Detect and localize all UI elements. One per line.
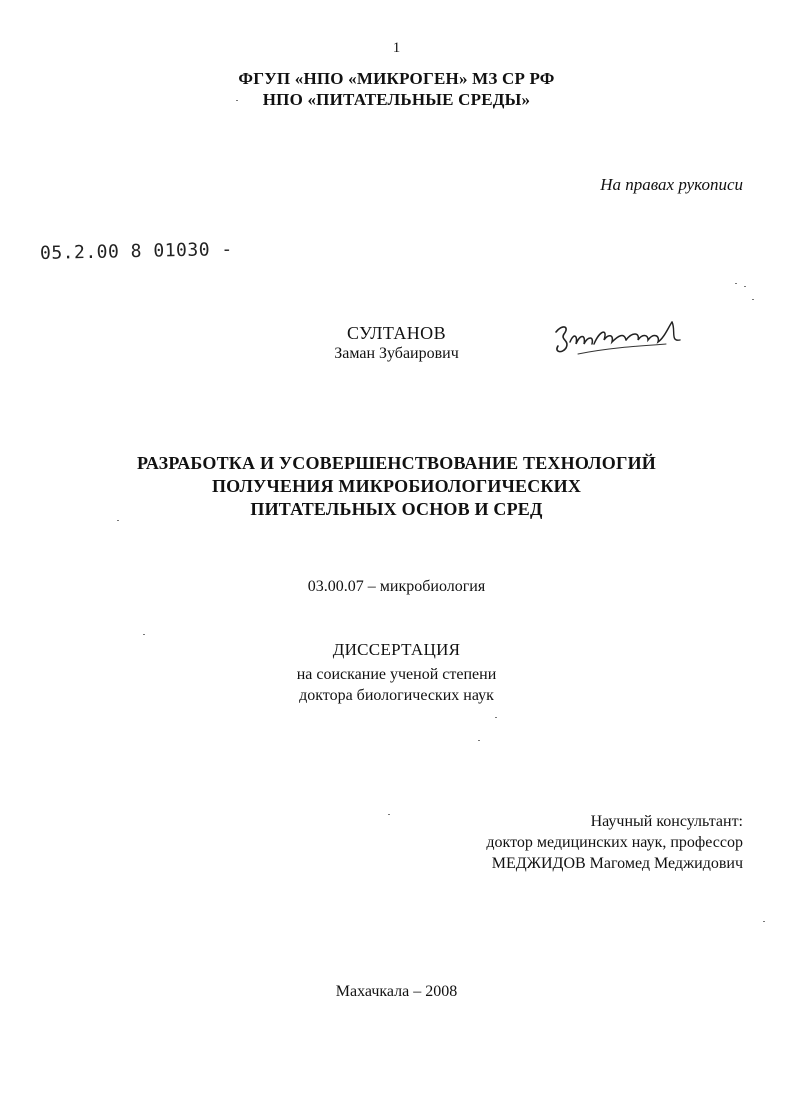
scan-speck (495, 717, 497, 718)
degree-block (0, 664, 793, 706)
consultant-label: Научный консультант: (590, 813, 743, 830)
organization-line-1: ФГУП «НПО «МИКРОГЕН» МЗ СР РФ (238, 69, 555, 88)
scan-speck (752, 299, 754, 300)
organization-block (0, 68, 793, 110)
title-line-1: РАЗРАБОТКА И УСОВЕРШЕНСТВОВАНИЕ ТЕХНОЛОГИЙ (136, 453, 657, 473)
handwritten-signature (548, 318, 688, 362)
scan-speck (478, 740, 480, 741)
author-given-names: Заман Зубаирович (334, 345, 459, 362)
scan-speck (763, 921, 765, 922)
page-number: 1 (392, 40, 401, 56)
manuscript-note: На правах рукописи (600, 175, 743, 194)
consultant-block (486, 811, 743, 874)
specialty: 03.00.07 – микробиология (307, 578, 486, 595)
title-line-2: ПОЛУЧЕНИЯ МИКРОБИОЛОГИЧЕСКИХ (211, 476, 582, 496)
dissertation-title (0, 452, 793, 521)
scan-speck (236, 100, 238, 101)
title-line-3: ПИТАТЕЛЬНЫХ ОСНОВ И СРЕД (250, 499, 543, 519)
scan-speck (735, 283, 737, 284)
scan-speck (117, 520, 119, 521)
city-year: Махачкала – 2008 (335, 983, 458, 1000)
consultant-degree: доктор медицинских наук, профессор (486, 834, 743, 851)
scan-speck (388, 814, 390, 815)
degree-line-1: на соискание ученой степени (296, 666, 497, 683)
organization-line-2: НПО «ПИТАТЕЛЬНЫЕ СРЕДЫ» (262, 90, 531, 109)
scan-speck (744, 286, 746, 287)
degree-line-2: доктора биологических наук (299, 687, 494, 704)
scan-speck (143, 634, 145, 635)
archive-stamp: 05.2.00 8 01030 - (39, 238, 233, 265)
author-surname: СУЛТАНОВ (347, 323, 446, 343)
dissertation-heading: ДИССЕРТАЦИЯ (332, 640, 461, 659)
consultant-name: МЕДЖИДОВ Магомед Меджидович (491, 855, 743, 872)
